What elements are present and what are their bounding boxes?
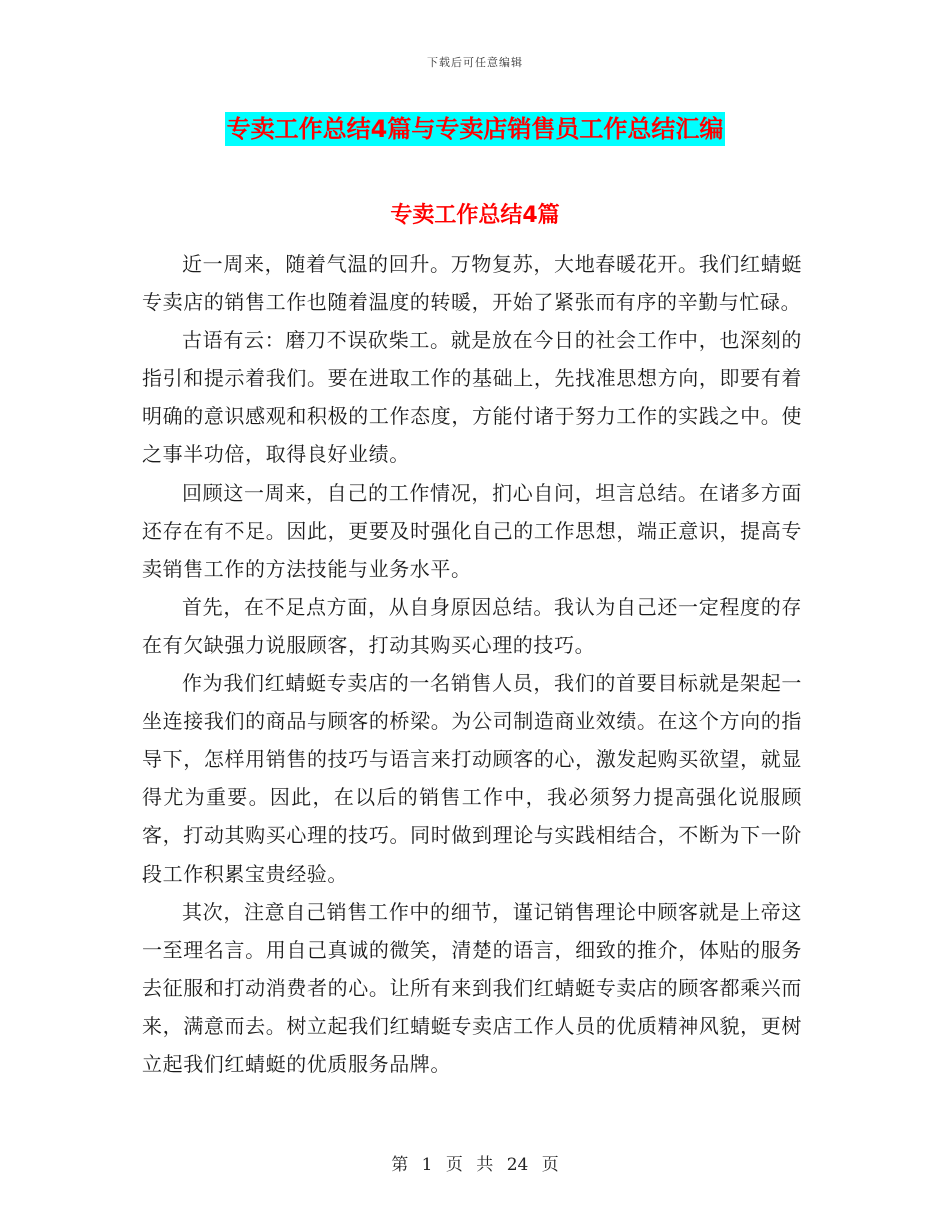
- paragraph-4: 首先，在不足点方面，从自身原因总结。我认为自己还一定程度的存在有欠缺强力说服顾客，打动其购买心理的技巧。: [142, 594, 802, 657]
- footer-total-unit: 页: [541, 1155, 559, 1175]
- page-footer: [0, 1150, 950, 1175]
- paragraph-1: 近一周来，随着气温的回升。万物复苏，大地春暖花开。我们红蜻蜓专卖店的销售工作也随着温度的转暖，开始了紧张而有序的辛勤与忙碌。: [142, 252, 802, 315]
- paragraph-2: 古语有云：磨刀不误砍柴工。就是放在今日的社会工作中，也深刻的指引和提示着我们。要在进取工作的基础上，先找准思想方向，即要有着明确的意识感观和积极的工作态度，方能付诸于努力工作的实践之中。使之事半功倍，取得良好业绩。: [142, 328, 802, 467]
- header-note: 下载后可任意编辑: [427, 56, 523, 69]
- body-text: [142, 245, 802, 1083]
- footer-page-unit: 页: [445, 1155, 463, 1175]
- main-title-container: [0, 112, 950, 146]
- footer-total-pages: 24: [506, 1155, 529, 1175]
- footer-current-page: 1: [421, 1155, 433, 1175]
- section-title: 专卖工作总结4篇: [390, 203, 560, 228]
- main-title: 专卖工作总结4篇与专卖店销售员工作总结汇编: [225, 112, 726, 146]
- footer-total-prefix: 共: [476, 1155, 494, 1175]
- paragraph-3: 回顾这一周来，自己的工作情况，扪心自问，坦言总结。在诸多方面还存在有不足。因此，更要及时强化自己的工作思想，端正意识，提高专卖销售工作的方法技能与业务水平。: [142, 480, 802, 581]
- paragraph-6: 其次，注意自己销售工作中的细节，谨记销售理论中顾客就是上帝这一至理名言。用自己真诚的微笑，清楚的语言，细致的推介，体贴的服务去征服和打动消费者的心。让所有来到我们红蜻蜓专卖店的顾客都乘兴而来，满意而去。树立起我们红蜻蜓专卖店工作人员的优质精神风貌，更树立起我们红蜻蜓的优质服务品牌。: [142, 899, 802, 1076]
- footer-page-prefix: 第: [391, 1155, 409, 1175]
- paragraph-5: 作为我们红蜻蜓专卖店的一名销售人员，我们的首要目标就是架起一坐连接我们的商品与顾客的桥梁。为公司制造商业效绩。在这个方向的指导下，怎样用销售的技巧与语言来打动顾客的心，激发起购买欲望，就显得尤为重要。因此，在以后的销售工作中，我必须努力提高强化说服顾客，打动其购买心理的技巧。同时做到理论与实践相结合，不断为下一阶段工作积累宝贵经验。: [142, 671, 802, 886]
